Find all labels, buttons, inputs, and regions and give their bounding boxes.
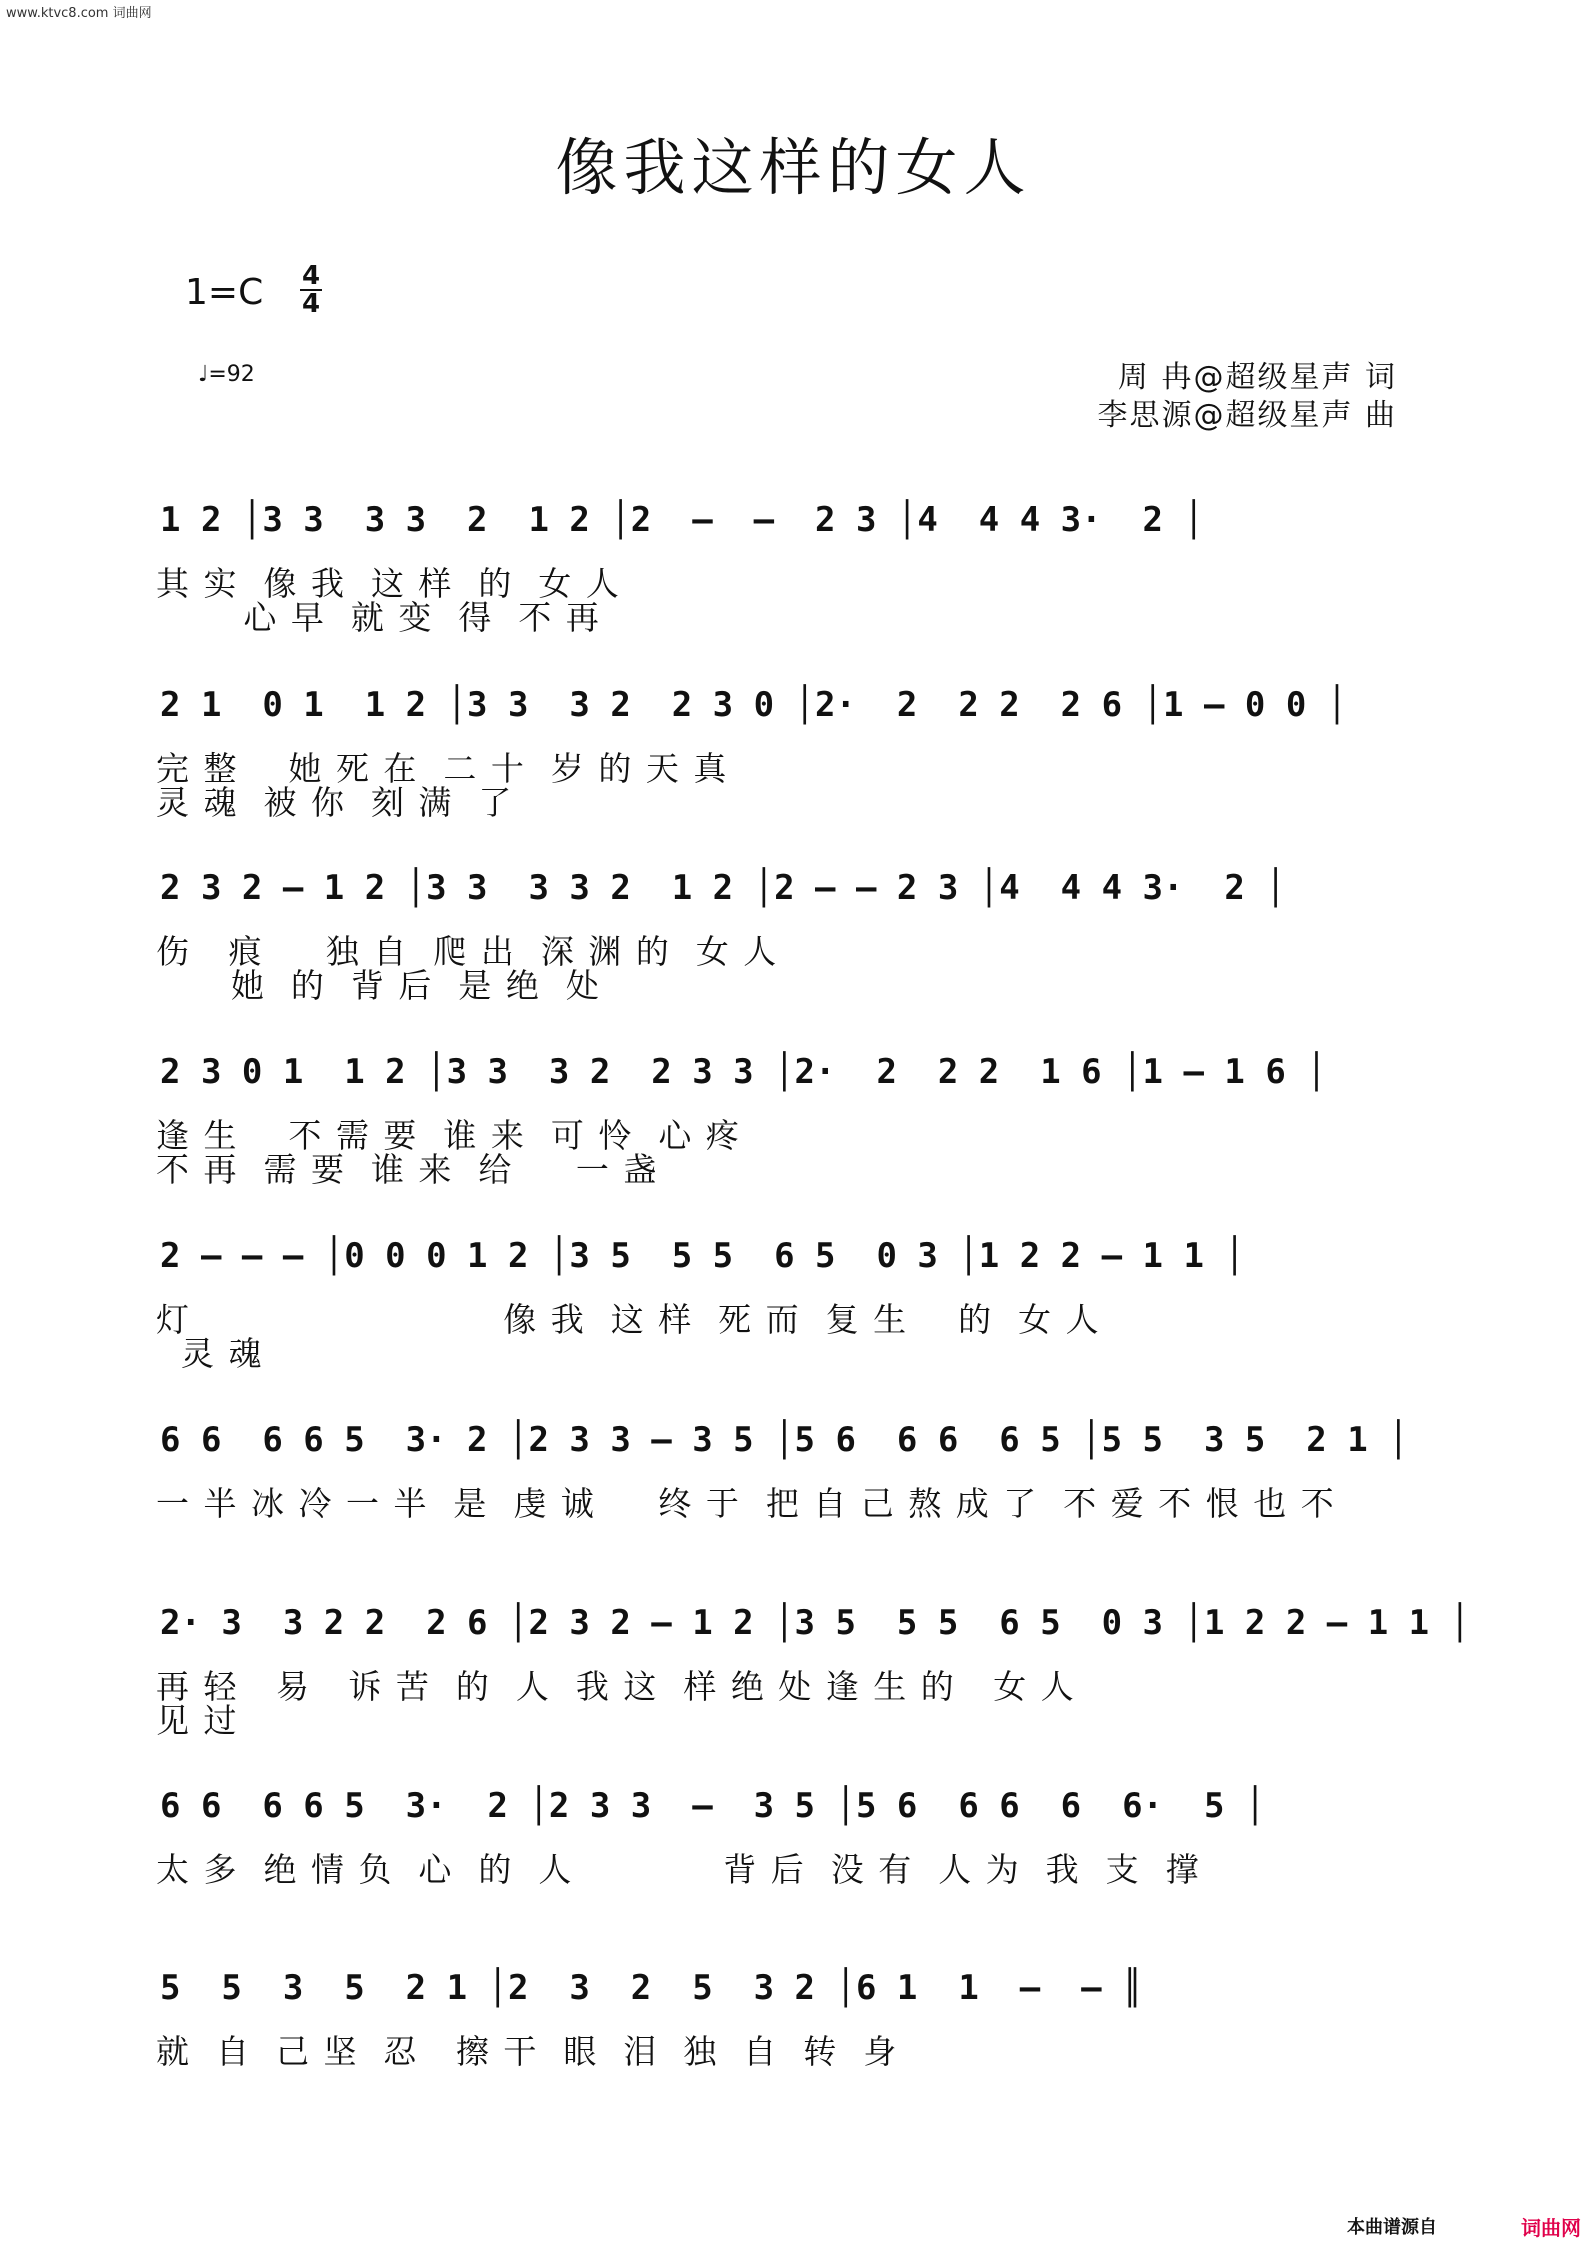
lyric-line-1: 灯 像 我 这 样 死 而 复 生 的 女 人 [156,1300,1101,1339]
site-watermark: www.ktvc8.com 词曲网 [6,6,152,21]
notation-row: 1 2 │3 3 3 3 2 1 2 │2 – – 2 3 │4 4 4 3· 2 │ [160,500,1204,540]
notation-row: 2· 3 3 2 2 2 6 │2 3 2 – 1 2 │3 5 5 5 6 5 0 3 │1 2 2 – 1 1 │ [160,1603,1471,1643]
lyric-line-2: 灵 魂 [156,1334,264,1373]
composer-credit: 李思源@超级星声 曲 [1097,398,1397,433]
notation-row: 6 6 6 6 5 3· 2 │2 3 3 – 3 5 │5 6 6 6 6 5 │5 5 3 5 2 1 │ [160,1420,1409,1460]
lyric-line-1: 伤 痕 独 自 爬 出 深 渊 的 女 人 [156,932,779,971]
time-signature [296,261,326,319]
notation-row: 2 3 2 – 1 2 │3 3 3 3 2 1 2 │2 – – 2 3 │4 4 4 3· 2 │ [160,868,1286,908]
lyric-line-1: 逢 生 不 需 要 谁 来 可 怜 心 疼 [156,1116,741,1155]
lyric-line-2: 她 的 背 后 是 绝 处 [156,966,601,1005]
lyricist-credit: 周 冉@超级星声 词 [1117,360,1397,395]
lyric-line-2: 不 再 需 要 谁 来 给 一 盏 [156,1150,659,1189]
lyric-line-2: 心 早 就 变 得 不 再 [156,598,601,637]
lyric-line-1: 太 多 绝 情 负 心 的 人 背 后 没 有 人 为 我 支 撑 [156,1850,1201,1889]
notation-row: 2 1 0 1 1 2 │3 3 3 2 2 3 0 │2· 2 2 2 2 6 │1 – 0 0 │ [160,685,1348,725]
notation-row: 2 – – – │0 0 0 1 2 │3 5 5 5 6 5 0 3 │1 2 2 – 1 1 │ [160,1236,1245,1276]
time-sig-top: 4 [301,261,321,291]
footer-source-label: 本曲谱源自 [1347,2217,1437,2238]
notation-row: 2 3 0 1 1 2 │3 3 3 2 2 3 3 │2· 2 2 2 1 6 │1 – 1 6 │ [160,1052,1327,1092]
lyric-line-1: 一 半 冰 冷 一 半 是 虔 诚 终 于 把 自 己 熬 成 了 不 爱 不 恨 也 不 [156,1484,1336,1523]
lyric-line-1: 完 整 她 死 在 二 十 岁 的 天 真 [156,749,729,788]
footer-site-logo: 词曲网 [1521,2216,1581,2240]
tempo-mark: ♩=92 [198,362,255,387]
time-sig-bottom: 4 [301,289,321,319]
notation-row: 6 6 6 6 5 3· 2 │2 3 3 – 3 5 │5 6 6 6 6 6· 5 │ [160,1786,1266,1826]
lyric-line-1: 就 自 己 坚 忍 擦 干 眼 泪 独 自 转 身 [156,2032,899,2071]
key-signature: 1=C [185,272,264,313]
lyric-line-1: 其 实 像 我 这 样 的 女 人 [156,564,621,603]
notation-row: 5 5 3 5 2 1 │2 3 2 5 3 2 │6 1 1 – – ║ [160,1968,1143,2008]
lyric-line-2: 灵 魂 被 你 刻 满 了 [156,783,514,822]
lyric-line-1: 再 轻 易 诉 苦 的 人 我 这 样 绝 处 逢 生 的 女 人 [156,1667,1076,1706]
song-title: 像我这样的女人 [555,131,1032,204]
lyric-line-2: 见 过 [156,1701,239,1740]
